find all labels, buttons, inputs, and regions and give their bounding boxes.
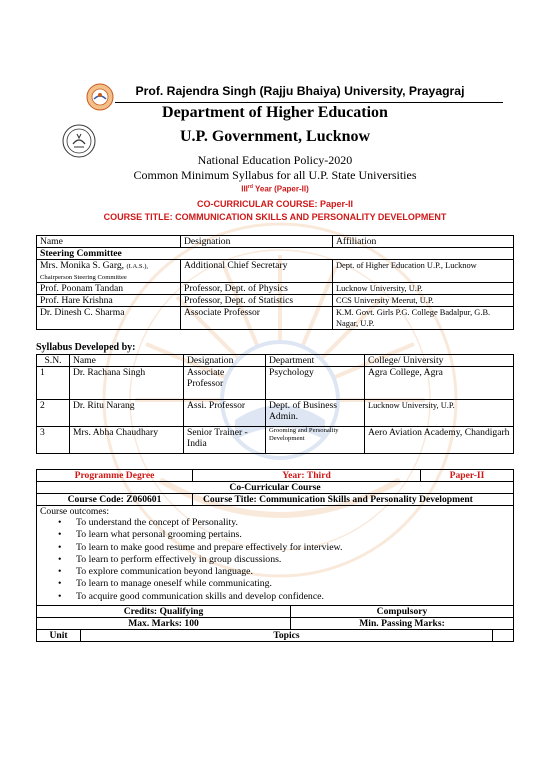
course-table bbox=[36, 469, 514, 642]
member-affiliation: Lucknow University, U.P. bbox=[333, 283, 514, 295]
min-marks: Min. Passing Marks: bbox=[291, 618, 514, 630]
member-designation: Professor, Dept. of Physics bbox=[181, 283, 333, 295]
row-sn: 3 bbox=[37, 427, 70, 454]
row-name: Mrs. Abha Chaudhary bbox=[70, 427, 184, 454]
course-title: Course Title: Communication Skills and Personality Development bbox=[193, 494, 514, 506]
row-college: Aero Aviation Academy, Chandigarh bbox=[365, 427, 514, 454]
marks-row bbox=[37, 618, 514, 630]
course-title-heading: COURSE TITLE: COMMUNICATION SKILLS AND PERSONALITY DEVELOPMENT bbox=[103, 212, 447, 222]
header-name: Name bbox=[70, 355, 184, 367]
row-name: Dr. Ritu Narang bbox=[70, 400, 184, 427]
header-sn: S.N. bbox=[37, 355, 70, 367]
table-row bbox=[37, 283, 514, 295]
row-name: Dr. Rachana Singh bbox=[70, 367, 184, 400]
list-item: • To explore communication beyond language. bbox=[58, 566, 253, 578]
topics-header: Topics bbox=[81, 630, 493, 642]
outcomes-row bbox=[37, 506, 514, 606]
member-name: Dr. Dinesh C. Sharma bbox=[37, 307, 181, 330]
table-row bbox=[37, 295, 514, 307]
compulsory: Compulsory bbox=[291, 606, 514, 618]
credits: Credits: Qualifying bbox=[37, 606, 291, 618]
row-designation: Associate Professor bbox=[184, 367, 266, 400]
table-header-row bbox=[37, 355, 514, 367]
course-outcomes bbox=[37, 506, 514, 606]
code-row bbox=[37, 494, 514, 506]
member-affiliation: Dept. of Higher Education U.P., Lucknow bbox=[333, 260, 514, 283]
header-affiliation: Affiliation bbox=[333, 236, 514, 248]
syllabus-line: Common Minimum Syllabus for all U.P. State Universities bbox=[133, 168, 417, 182]
university-name: Prof. Rajendra Singh (Rajju Bhaiya) University, Prayagraj bbox=[135, 84, 465, 98]
member-designation: Additional Chief Secretary bbox=[181, 260, 333, 283]
row-department: Dept. of Business Admin. bbox=[266, 400, 365, 427]
member-designation: Professor, Dept. of Statistics bbox=[181, 295, 333, 307]
row-college: Agra College, Agra bbox=[365, 367, 514, 400]
programme-row bbox=[37, 470, 514, 482]
table-row bbox=[37, 260, 514, 283]
list-item: • To understand the concept of Personality. bbox=[58, 517, 238, 528]
unit-header-row bbox=[37, 630, 514, 642]
programme-year: Year: Third bbox=[193, 470, 421, 482]
list-item: • To learn to perform effectively in group discussions. bbox=[58, 553, 282, 565]
header-department: Department bbox=[266, 355, 365, 367]
header-designation: Designation bbox=[184, 355, 266, 367]
programme-paper: Paper-II bbox=[421, 470, 514, 482]
table-row bbox=[37, 307, 514, 330]
row-department: Psychology bbox=[266, 367, 365, 400]
credits-row bbox=[37, 606, 514, 618]
list-item: • To learn what personal grooming pertains. bbox=[58, 529, 242, 541]
table-row bbox=[37, 367, 514, 400]
programme-degree: Programme Degree bbox=[37, 470, 193, 482]
header-college: College/ University bbox=[365, 355, 514, 367]
table-row bbox=[37, 427, 514, 454]
category-row bbox=[37, 482, 514, 494]
row-sn: 2 bbox=[37, 400, 70, 427]
unit-header: Unit bbox=[37, 630, 81, 642]
developed-by-title: Syllabus Developed by: bbox=[36, 342, 136, 353]
member-affiliation: K.M. Govt. Girls P.G. College Badalpur, G.B. Nagar, U.P. bbox=[333, 307, 514, 330]
department-title: Department of Higher Education bbox=[162, 104, 388, 121]
member-name: Prof. Poonam Tandan bbox=[37, 283, 181, 295]
row-department: Grooming and Personality Development bbox=[266, 427, 365, 454]
row-sn: 1 bbox=[37, 367, 70, 400]
list-item: • To learn to manage oneself while communicating. bbox=[58, 578, 273, 590]
outcomes-list bbox=[58, 517, 510, 603]
row-designation: Assi. Professor bbox=[184, 400, 266, 427]
policy-line: National Education Policy-2020 bbox=[197, 153, 353, 167]
government-title: U.P. Government, Lucknow bbox=[179, 128, 371, 145]
member-affiliation: CCS University Meerut, U.P. bbox=[333, 295, 514, 307]
section-row bbox=[37, 248, 514, 260]
committee-table bbox=[36, 235, 514, 330]
header-name: Name bbox=[37, 236, 181, 248]
table-header-row bbox=[37, 236, 514, 248]
developers-table bbox=[36, 354, 514, 454]
header-designation: Designation bbox=[181, 236, 333, 248]
max-marks: Max. Marks: 100 bbox=[37, 618, 291, 630]
member-designation: Associate Professor bbox=[181, 307, 333, 330]
empty-cell bbox=[493, 630, 514, 642]
course-code: Course Code: Z060601 bbox=[37, 494, 193, 506]
row-college: Lucknow University, U.P. bbox=[365, 400, 514, 427]
course-category: Co-Curricular Course bbox=[37, 482, 514, 494]
year-line: IIIrd Year (Paper-II) bbox=[241, 184, 309, 194]
member-name: Prof. Hare Krishna bbox=[37, 295, 181, 307]
outcomes-label: Course outcomes: bbox=[40, 506, 110, 517]
member-name: Mrs. Monika S. Garg, (I.A.S.), Chairperson Steering Committee bbox=[37, 260, 181, 283]
list-item: • To acquire good communication skills and develop confidence. bbox=[58, 590, 324, 602]
list-item: • To learn to make good resume and prepare effectively for interview. bbox=[58, 541, 343, 553]
steering-committee-label: Steering Committee bbox=[37, 248, 514, 260]
course-type: CO-CURRICULAR COURSE: Paper-II bbox=[196, 199, 353, 209]
row-designation: Senior Trainer - India bbox=[184, 427, 266, 454]
header-divider bbox=[115, 102, 503, 103]
table-row bbox=[37, 400, 514, 427]
